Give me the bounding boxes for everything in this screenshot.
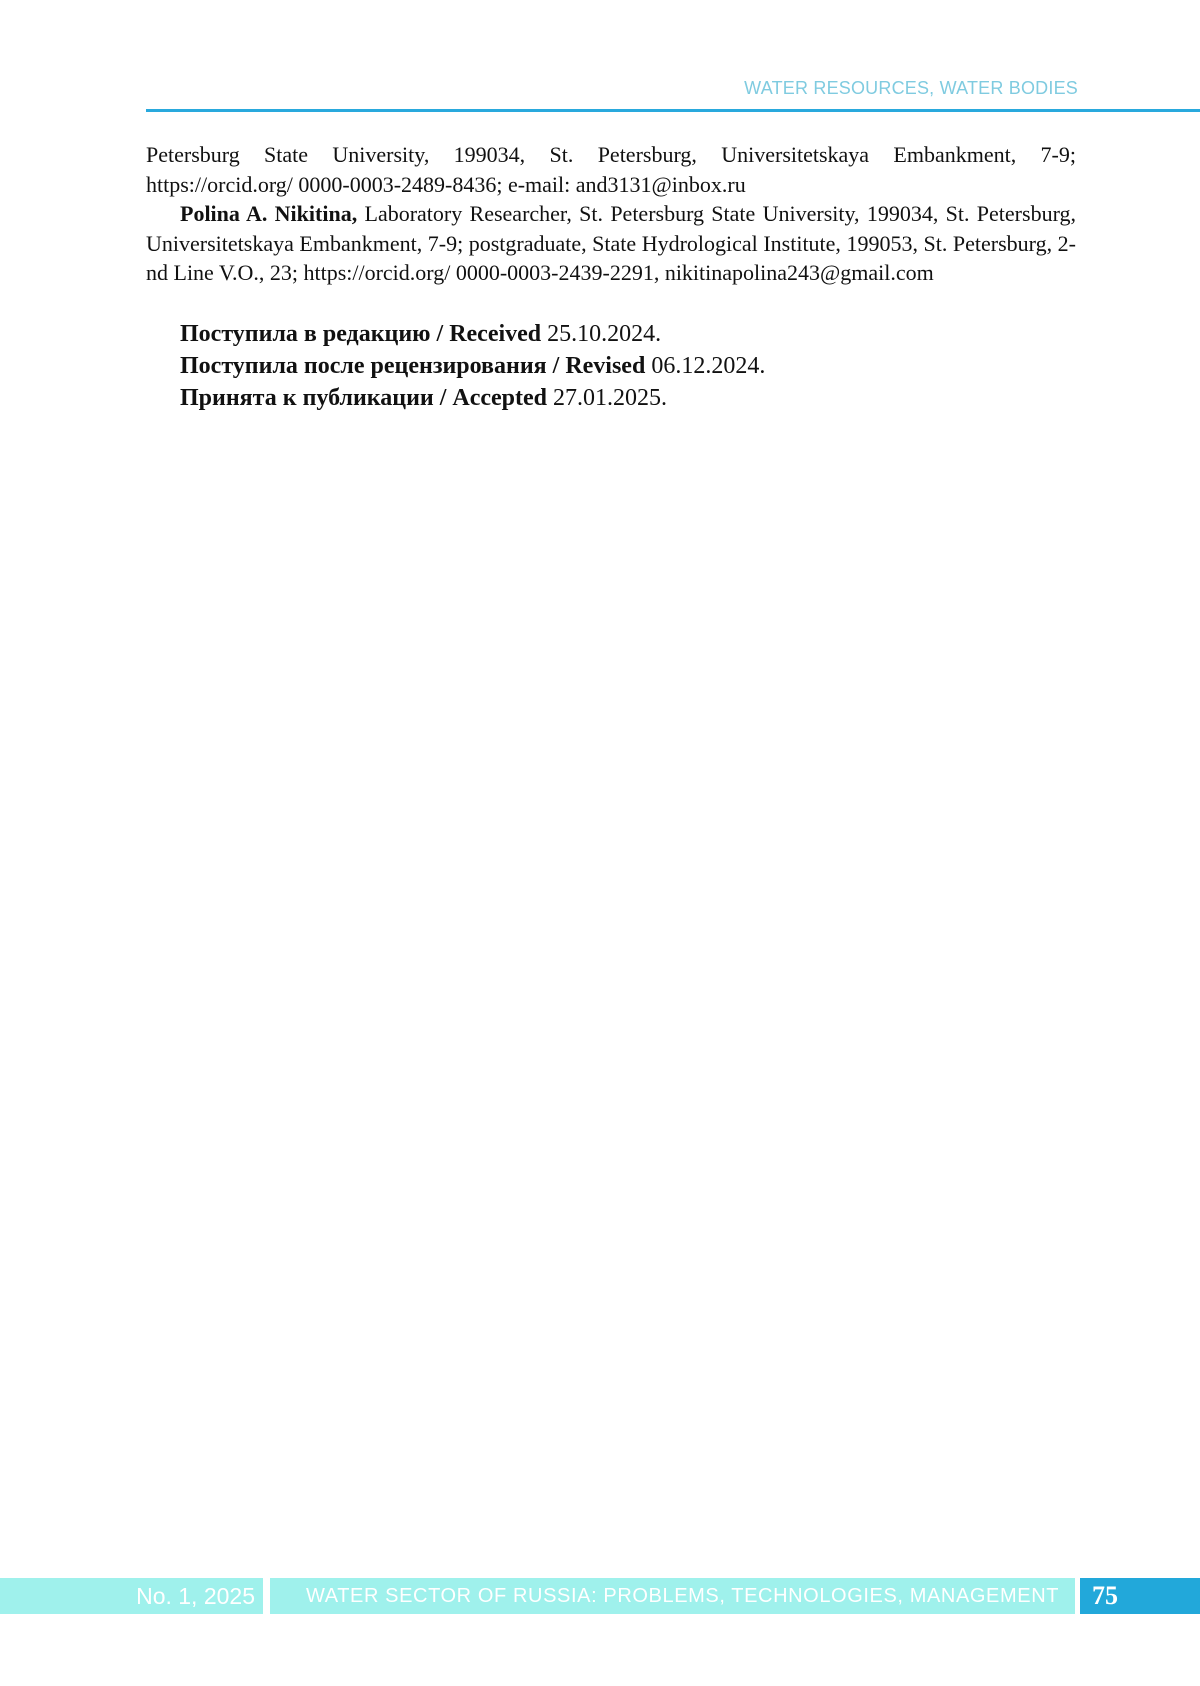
- revised-value: 06.12.2024.: [645, 352, 766, 379]
- accepted-date-line: [180, 382, 1076, 414]
- page-footer: [0, 1578, 1200, 1614]
- revised-date-line: [180, 350, 1076, 382]
- author-nikitina-paragraph: [146, 199, 1076, 288]
- received-value: 25.10.2024.: [541, 320, 662, 347]
- received-label: Поступила в редакцию / Received: [180, 320, 542, 347]
- running-header: WATER RESOURCES, WATER BODIES: [744, 78, 1078, 98]
- page-number: 75: [1080, 1578, 1200, 1614]
- accepted-label: Принята к публикации / Accepted: [180, 384, 548, 411]
- submission-dates: [146, 318, 1076, 414]
- page-content: [146, 140, 1076, 414]
- footer-issue: No. 1, 2025: [0, 1578, 263, 1614]
- received-date-line: [180, 318, 1076, 350]
- author-name: Polina A. Nikitina,: [180, 201, 358, 226]
- footer-journal-title: WATER SECTOR OF RUSSIA: PROBLEMS, TECHNOLOGIES, MANAGEMENT: [270, 1578, 1075, 1614]
- author-details: Laboratory Researcher, St. Petersburg State University, 199034, St. Petersburg, Universitetskaya Embankment, 7-9; postgraduate, State Hydrological Institute, 199053, St. Petersburg, 2-nd Line V.O., 23; https://orcid.org/ 0000-0003-2439-2291, nikitinapolina243@gmail.com: [146, 201, 1076, 285]
- header-rule: [146, 109, 1200, 112]
- author-affiliation-paragraph: Petersburg State University, 199034, St. Petersburg, Universitetskaya Embankment, 7-9; https://orcid.org/ 0000-0003-2489-8436; e-mail: and3131@inbox.ru: [146, 142, 1076, 197]
- revised-label: Поступила после рецензирования / Revised: [180, 352, 646, 379]
- accepted-value: 27.01.2025.: [547, 384, 668, 411]
